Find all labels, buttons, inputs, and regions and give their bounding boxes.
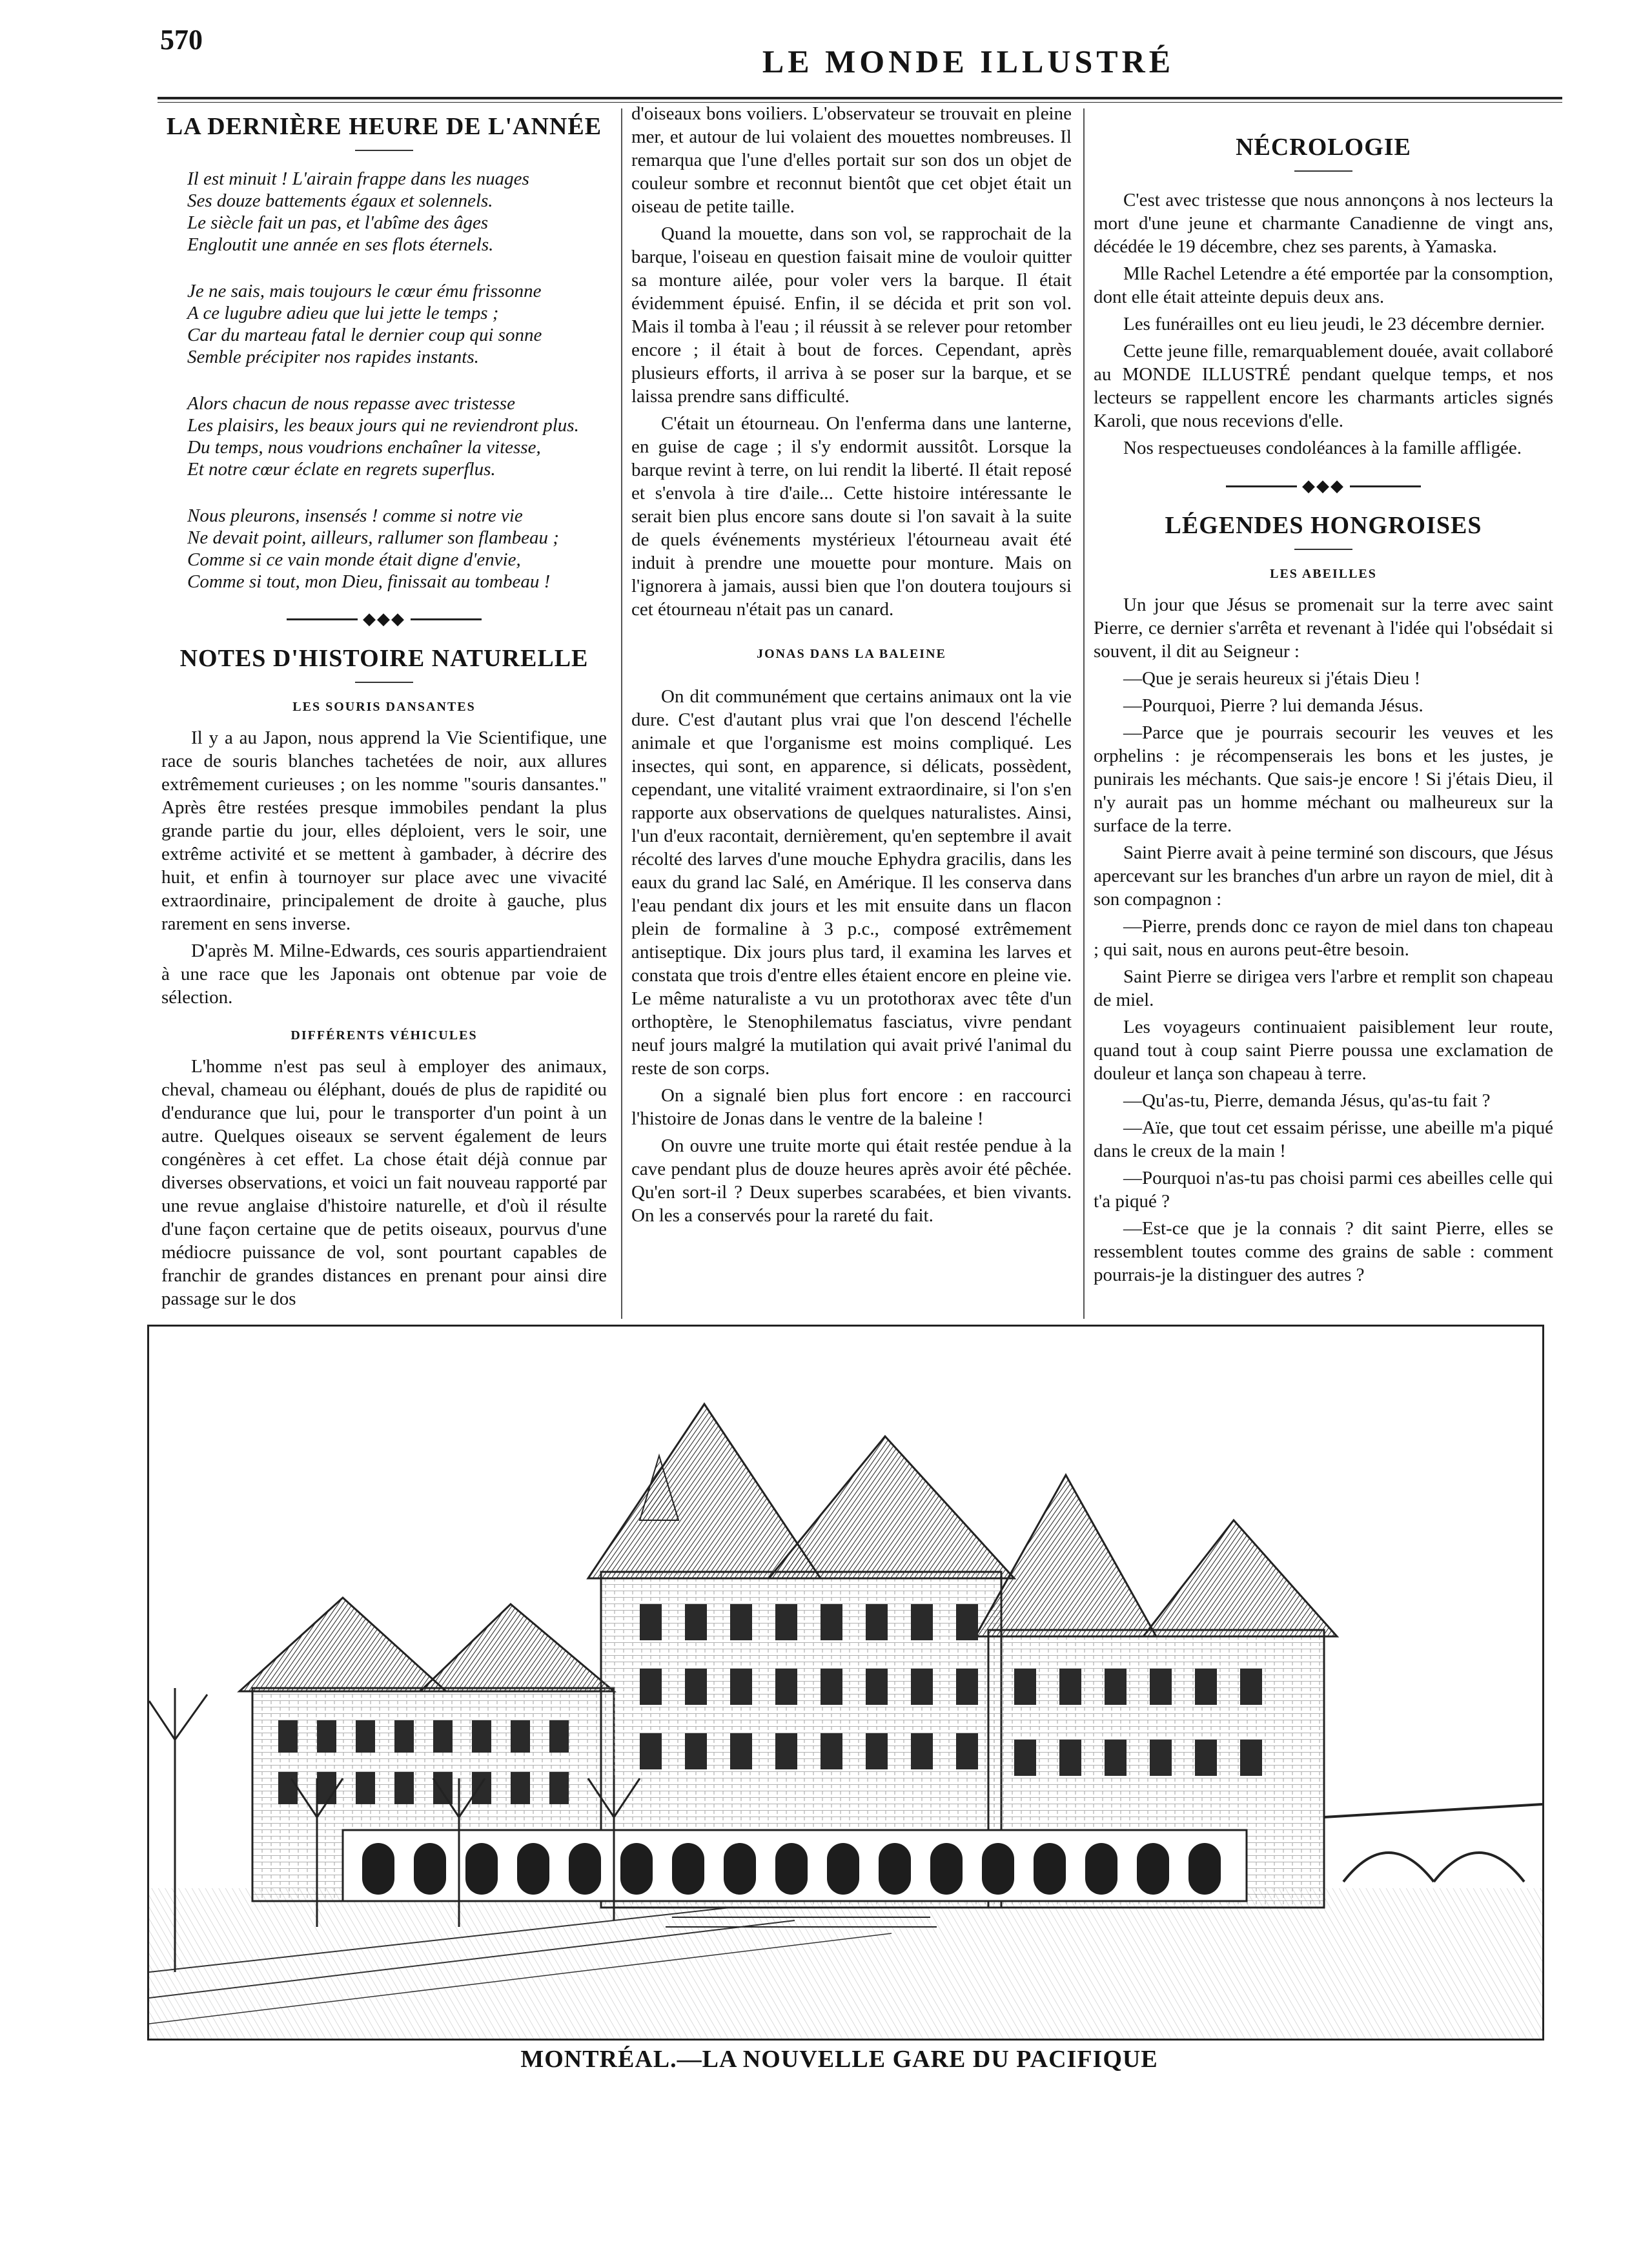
title-rule (355, 150, 413, 151)
station-engraving (149, 1327, 1542, 2039)
column-separator-2 (1083, 108, 1085, 1319)
paragraph: —Pierre, prends donc ce rayon de miel dans ton chapeau ; qui sait, nous en aurons peut-être besoin. (1094, 916, 1553, 960)
paragraph: —Pourquoi n'as-tu pas choisi parmi ces abeilles celle qui t'a piqué ? (1094, 1168, 1553, 1212)
abeilles-title: LES ABEILLES (1270, 567, 1377, 581)
station-illustration (147, 1325, 1544, 2041)
paragraph: Il y a au Japon, nous apprend la Vie Scientifique, une race de souris blanches tachetées de noir, aux allures extrêmement curieuses ; on les nomme "souris dansantes." Après être restées presque immobiles pendant la plus grande partie du jour, elles déploient, vers le soir, une extrême activité et se mettent à gambader, à décrire des huit, et enfin à tournoyer sur place avec une vivacité extraordinaire, principalement de droite à gauche, plus rarement en sens inverse. (161, 728, 607, 934)
paragraph: —Parce que je pourrais secourir les veuves et les orphelins : je récompenserais les bons et les justes, je punirais les méchants. Que sais-je encore ! Si j'étais Dieu, il n'y aurait pas un homme méchant ou malheureux sur la surface de la terre. (1094, 722, 1553, 836)
paragraph: d'oiseaux bons voiliers. L'observateur se trouvait en pleine mer, et autour de lui volaient des mouettes nombreuses. Il remarqua que l'une d'elles portait sur son dos un objet de couleur sombre et reconnut bientôt que cet objet était un oiseau de petite taille. (631, 103, 1072, 217)
paragraph: Les funérailles ont eu lieu jeudi, le 23 décembre dernier. (1123, 314, 1545, 334)
column-separator-1 (621, 108, 622, 1319)
notes-title: NOTES D'HISTOIRE NATURELLE (179, 645, 589, 672)
masthead: LE MONDE ILLUSTRÉ (762, 43, 1175, 79)
vehicules-title: DIFFÉRENTS VÉHICULES (291, 1028, 478, 1043)
ornament-divider: ◆◆◆ (1094, 476, 1553, 496)
legendes-title: LÉGENDES HONGROISES (1165, 512, 1482, 539)
title-rule (1294, 170, 1352, 172)
poem-stanza: Nous pleurons, insensés ! comme si notre vie Ne devait point, ailleurs, rallumer son flambeau ; Comme si ce vain monde était digne d'envie, Comme si tout, mon Dieu, finissait au tombeau ! (187, 505, 559, 592)
paragraph: Les voyageurs continuaient paisiblement leur route, quand tout à coup saint Pierre poussa une exclamation de douleur et lança son chapeau à terre. (1094, 1017, 1553, 1084)
column-3 (1094, 117, 1553, 1290)
paragraph: Saint Pierre avait à peine terminé son discours, que Jésus apercevant sur les branches d'un arbre un rayon de miel, dit à son compagnon : (1094, 842, 1553, 910)
poem-title: LA DERNIÈRE HEURE DE L'ANNÉE (166, 113, 602, 140)
paragraph: On ouvre une truite morte qui était restée pendue à la cave pendant plus de douze heures après avoir été pêchée. Qu'en sort-il ? Deux superbes scarabées, et bien vivants. On les a conservés pour la rareté du fait. (631, 1135, 1072, 1226)
paragraph: —Pourquoi, Pierre ? lui demanda Jésus. (1123, 695, 1423, 716)
necrologie-title: NÉCROLOGIE (1236, 134, 1411, 161)
paragraph: D'après M. Milne-Edwards, ces souris appartiendraient à une race que les Japonais ont obtenue par voie de sélection. (161, 941, 607, 1008)
poem-stanza: Je ne sais, mais toujours le cœur ému frissonne A ce lugubre adieu que lui jette le temps ; Car du marteau fatal le dernier coup qui sonne Semble précipiter nos rapides instants. (187, 281, 542, 367)
title-rule (355, 682, 413, 683)
paragraph: Quand la mouette, dans son vol, se rapprochait de la barque, l'oiseau en question faisait mine de vouloir quitter sa monture ailée, pour voler vers la barque. Il était évidemment épuisé. Enfin, il se décida et prit son vol. Mais il tomba à l'eau ; il réussit à se relever pour retomber encore ; il était à bout de forces. Cependant, après plusieurs efforts, il arriva à se poser sur la barque, et se laissa prendre sans difficulté. (631, 223, 1072, 407)
paragraph: —Aïe, que tout cet essaim périsse, une abeille m'a piqué dans le creux de la main ! (1094, 1117, 1553, 1161)
paragraph: C'est avec tristesse que nous annonçons à nos lecteurs la mort d'une jeune et charmante Canadienne de vingt ans, décédée le 19 décembre, chez ses parents, à Yamaska. (1094, 190, 1553, 257)
paragraph: —Qu'as-tu, Pierre, demanda Jésus, qu'as-tu fait ? (1123, 1090, 1491, 1111)
jonas-title: JONAS DANS LA BALEINE (757, 647, 946, 661)
paragraph: Un jour que Jésus se promenait sur la terre avec saint Pierre, ce dernier s'arrêta et revenant à l'idée qui l'obsédait si souvent, il dit au Seigneur : (1094, 595, 1553, 662)
paragraph: —Que je serais heureux si j'étais Dieu ! (1123, 668, 1421, 689)
title-rule (1294, 549, 1352, 550)
paragraph: Saint Pierre se dirigea vers l'arbre et remplit son chapeau de miel. (1094, 966, 1553, 1010)
ornament-divider: ◆◆◆ (161, 609, 607, 629)
paragraph: Cette jeune fille, remarquablement douée, avait collaboré au MONDE ILLUSTRÉ pendant quelque temps, et nos lecteurs se rappellent encore les charmants articles signés Karoli, que nous recevions d'elle. (1094, 341, 1553, 431)
paragraph: On dit communément que certains animaux ont la vie dure. C'est d'autant plus vrai que l'on descend l'échelle animale et que l'organisme est moins compliqué. Les insectes, qui sont, en apparence, si délicats, possèdent, cependant, une vitalité vraiment extraordinaire, si l'on s'en rapporte aux observations de quelques naturalistes. Ainsi, l'un d'eux racontait, dernièrement, qu'en septembre il avait récolté des larves d'une mouche Ephydra gracilis, dans les eaux du grand lac Salé, en Amérique. Il les conserva dans l'eau pendant dix jours et les mit ensuite dans un flacon plein de formaline à 3 p.c., composé extrêmement antiseptique. Dix jours plus tard, il examina les larves et constata que trois d'entre elles étaient encore en pleine vie. Le même naturaliste a vu un protothorax avec tête d'un orthoptère, le Stenophilematus fasciatus, vivre pendant neuf jours malgré la mutilation qui avait privé l'animal du reste de son corps. (631, 686, 1072, 1079)
paragraph: Nos respectueuses condoléances à la famille affligée. (1123, 438, 1522, 458)
page-number: 570 (160, 24, 203, 56)
poem-stanza: Alors chacun de nous repasse avec tristesse Les plaisirs, les beaux jours qui ne reviendront plus. Du temps, nous voudrions enchaîner la vitesse, Et notre cœur éclate en regrets superflus. (187, 393, 579, 480)
column-2 (631, 102, 1072, 1231)
figure-caption: MONTRÉAL.—LA NOUVELLE GARE DU PACIFIQUE (520, 2046, 1158, 2073)
paragraph: C'était un étourneau. On l'enferma dans une lanterne, en guise de cage ; il s'y endormit aussitôt. Lorsque la barque revint à terre, on lui rendit la liberté. Il était reposé et s'envola à tire d'aile... Cette histoire intéressante le serait bien plus encore sans doute si l'on savait à la suite de quels événements mystérieux l'étourneau avait été induit à prendre une mouette pour monture. Mais on l'ignorera à jamais, aussi bien que l'on doutera toujours si cet étourneau n'était pas un canard. (631, 413, 1072, 620)
souris-title: LES SOURIS DANSANTES (292, 700, 476, 714)
paragraph: L'homme n'est pas seul à employer des animaux, cheval, chameau ou éléphant, doués de plus de rapidité ou d'endurance que lui, pour le transporter d'un point à un autre. Quelques oiseaux se servent également de leurs congénères à cet effet. La chose était déjà connue par diverses observations, et voici un fait nouveau rapporté par une revue anglaise d'histoire naturelle, et d'où il résulte d'une façon certaine que de petits oiseaux, pourvus d'une médiocre puissance de vol, sont pourtant capables de franchir de grandes distances en prenant pour ainsi dire passage sur le dos (161, 1056, 607, 1309)
paragraph: —Est-ce que je la connais ? dit saint Pierre, elles se ressemblent toutes comme des grains de sable : comment pourrais-je la distinguer des autres ? (1094, 1218, 1553, 1285)
column-1 (161, 97, 607, 1314)
paragraph: Mlle Rachel Letendre a été emportée par la consomption, dont elle était atteinte depuis deux ans. (1094, 263, 1553, 307)
poem-stanza: Il est minuit ! L'airain frappe dans les nuages Ses douze battements égaux et solennels. Le siècle fait un pas, et l'abîme des âges Engloutit une année en ses flots éternels. (187, 168, 529, 255)
paragraph: On a signalé bien plus fort encore : en raccourci l'histoire de Jonas dans le ventre de la baleine ! (631, 1085, 1072, 1129)
